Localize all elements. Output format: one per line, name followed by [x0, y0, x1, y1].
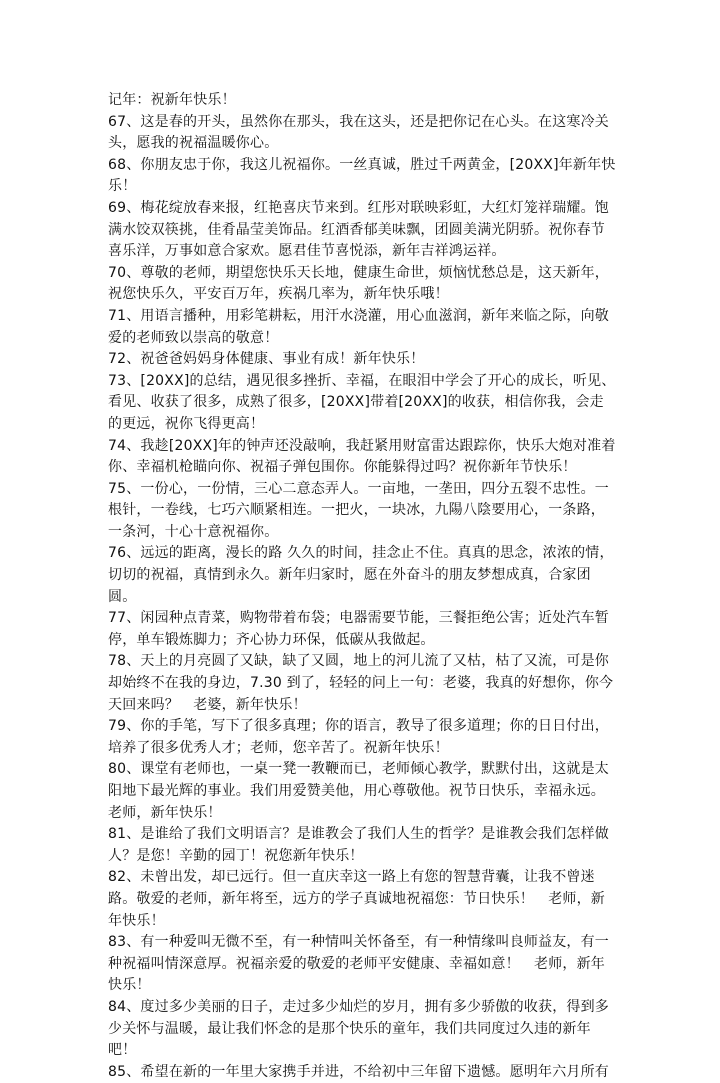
paragraph-77: 77、闲园种点青菜，购物带着布袋；电器需要节能，三餐拒绝公害；近处汽车暂停，单车锻炼脚力；齐心协力环保，低碳从我做起。	[108, 610, 610, 648]
paragraph-85: 85、希望在新的一年里大家携手并进，不给初中三年留下遗憾。愿明年六月所有	[108, 1063, 610, 1080]
paragraph-72: 72、祝爸爸妈妈身体健康、事业有成！新年快乐！	[108, 351, 425, 368]
paragraph-81: 81、是谁给了我们文明语言？是谁教会了我们人生的哲学？是谁教会我们怎样做人？是您！辛勤的园丁！祝您新年快乐！	[108, 826, 610, 864]
paragraph-74: 74、我趁[20XX]年的钟声还没敲响，我赶紧用财富雷达跟踪你，快乐大炮对准着你、幸福机枪瞄向你、祝福子弹包围你。你能躲得过吗？祝你新年节快乐！	[108, 437, 616, 476]
document-body	[108, 90, 618, 1083]
paragraph-82: 82、未曾出发，却已远行。但一直庆幸这一路上有您的智慧背囊，让我不曾迷路。敬爱的老师，新年将至，远方的学子真诚地祝福您：节日快乐！ 老师，新年快乐！	[108, 869, 605, 929]
paragraph-intro: 记年：祝新年快乐！	[108, 92, 236, 108]
paragraph-73: 73、[20XX]的总结，遇见很多挫折、幸福，在眼泪中学会了开心的成长，听见、看见、收获了很多，成熟了很多，[20XX]带着[20XX]的收获，相信你我，会走的更远，祝你飞得更高！	[108, 372, 616, 432]
paragraph-68: 68、你朋友忠于你，我这儿祝福你。一丝真诚，胜过千两黄金，[20XX]年新年快乐！	[108, 156, 616, 195]
paragraph-80: 80、课堂有老师也，一桌一凳一教鞭而已，老师倾心教学，默默付出，这就是太阳地下最光辉的事业。我们用爱赞美他，用心尊敬他。祝节日快乐，幸福永远。老师，新年快乐！	[108, 761, 610, 821]
paragraph-83: 83、有一种爱叫无微不至，有一种情叫关怀备至，有一种情缘叫良师益友，有一种祝福叫情深意厚。祝福亲爱的敬爱的老师平安健康、幸福如意！ 老师，新年快乐！	[108, 934, 610, 994]
paragraph-84: 84、度过多少美丽的日子，走过多少灿烂的岁月，拥有多少骄傲的收获，得到多少关怀与温暖，最让我们怀念的是那个快乐的童年，我们共同度过久违的新年吧！	[108, 998, 610, 1059]
paragraph-67: 67、这是春的开头，虽然你在那头，我在这头，还是把你记在心头。在这寒冷关头，愿我的祝福温暖你心。	[108, 113, 610, 152]
paragraph-71: 71、用语言播种，用彩笔耕耘，用汗水浇灌，用心血滋润，新年来临之际，向敬爱的老师致以崇高的敬意！	[108, 307, 610, 346]
paragraph-69: 69、梅花绽放春来报，红艳喜庆节来到。红彤对联映彩虹，大红灯笼祥瑞耀。饱满水饺双筷挑，佳肴晶莹美饰品。红酒香郁美味飘，团圆美满光阴骄。祝你春节喜乐洋，万事如意合家欢。愿君佳节喜悦添，新年吉祥鸿运祥。	[108, 199, 610, 260]
paragraph-75: 75、一份心，一份情，三心二意态弄人。一亩地，一垄田，四分五裂不忠性。一根针，一卷线，七巧六顺紧相连。一把火，一块冰，九陽八陰要用心，一条路，一条河，十心十意祝福你。	[108, 480, 610, 540]
paragraph-70: 70、尊敬的老师，期望您快乐天长地，健康生命世，烦恼忧愁总是，这天新年，祝您快乐久，平安百万年，疾祸几率为，新年快乐哦！	[108, 264, 610, 303]
paragraph-78: 78、天上的月亮圆了又缺，缺了又圆，地上的河儿流了又枯，枯了又流，可是你却始终不在我的身边，7.30 到了，轻轻的问上一句：老婆，我真的好想你，你今天回来吗？ 老婆，新年快乐！	[108, 653, 614, 713]
paragraph-76: 76、远远的距离，漫长的路 久久的时间，挂念止不住。真真的思念，浓浓的情，切切的祝福，真情到永久。新年归家时，愿在外奋斗的朋友梦想成真，合家团圆。	[108, 545, 614, 605]
paragraph-79: 79、你的手笔，写下了很多真理；你的语言，教导了很多道理；你的日日付出，培养了很多优秀人才；老师，您辛苦了。祝新年快乐！	[108, 718, 610, 756]
